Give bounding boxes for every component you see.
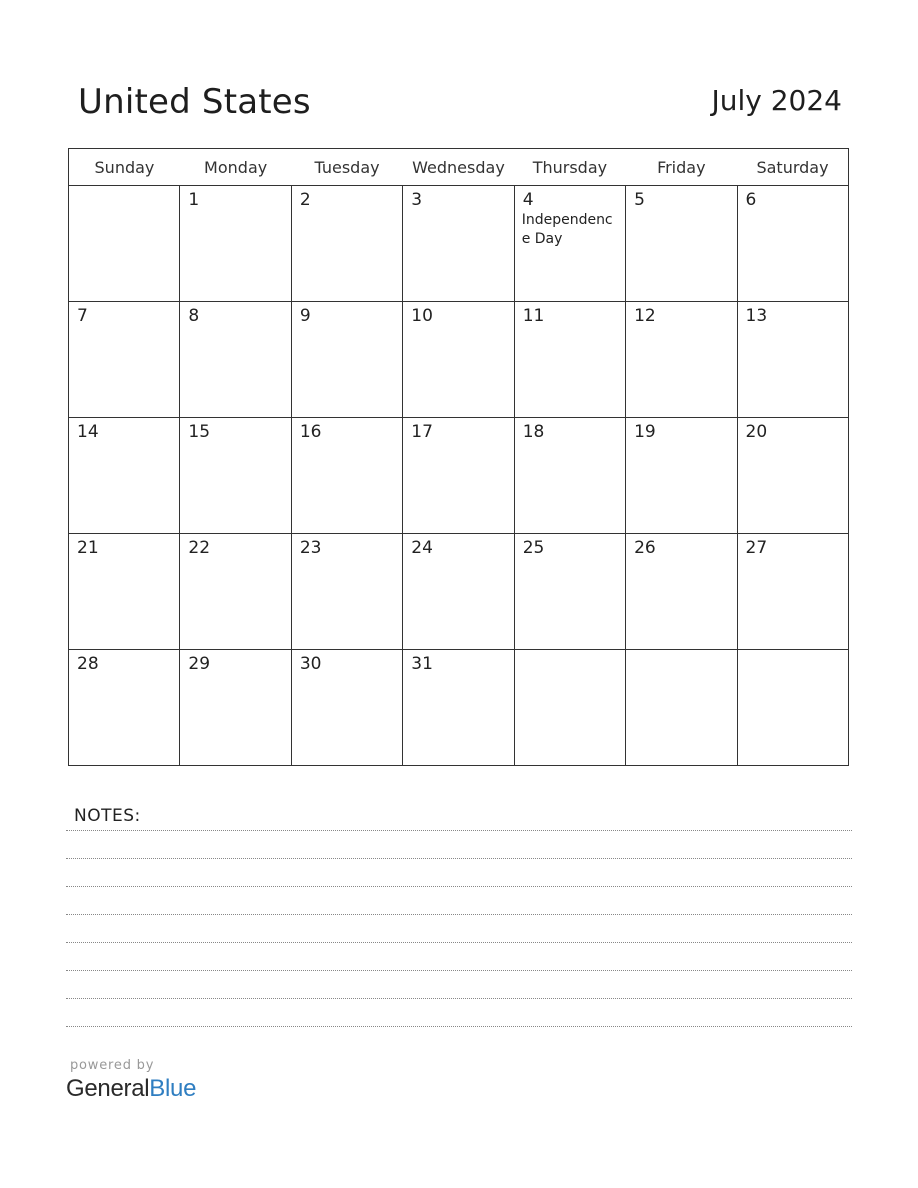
- note-line[interactable]: [66, 970, 852, 971]
- week-row: [69, 186, 849, 302]
- empty-day-cell: [626, 650, 737, 766]
- note-line[interactable]: [66, 998, 852, 999]
- day-number: 22: [188, 538, 211, 558]
- week-row: [69, 418, 849, 534]
- day-number: 13: [745, 306, 768, 326]
- empty-day-cell: [737, 650, 848, 766]
- day-number: 27: [745, 538, 768, 558]
- day-number: 24: [411, 538, 433, 558]
- day-number: 20: [745, 422, 768, 442]
- day-number: 11: [522, 306, 545, 326]
- day-cell[interactable]: [737, 186, 848, 302]
- day-number: 17: [411, 422, 433, 442]
- weekday-header: Sunday: [69, 149, 180, 186]
- day-cell[interactable]: [626, 186, 737, 302]
- day-cell[interactable]: [403, 418, 514, 534]
- day-number: 23: [299, 538, 322, 558]
- day-number: 26: [634, 538, 656, 558]
- weekday-header: Saturday: [737, 149, 848, 186]
- brand-logo[interactable]: [66, 1075, 196, 1103]
- day-number: 3: [411, 190, 423, 210]
- day-cell[interactable]: [69, 650, 180, 766]
- week-row: [69, 302, 849, 418]
- weekday-header: Tuesday: [291, 149, 402, 186]
- day-cell[interactable]: [514, 534, 625, 650]
- day-cell[interactable]: [291, 186, 402, 302]
- weekday-header: Monday: [180, 149, 291, 186]
- day-cell[interactable]: [69, 302, 180, 418]
- day-cell[interactable]: [180, 650, 291, 766]
- day-number: 18: [522, 422, 545, 442]
- day-number: 21: [77, 538, 99, 558]
- day-cell[interactable]: [626, 302, 737, 418]
- holiday-label: Independence Day: [521, 212, 613, 247]
- day-cell[interactable]: [626, 418, 737, 534]
- day-number: 30: [299, 654, 322, 674]
- note-line[interactable]: [66, 830, 852, 831]
- day-number: 16: [299, 422, 322, 442]
- note-line[interactable]: [66, 914, 852, 915]
- day-number: 6: [745, 190, 757, 210]
- notes-label: NOTES:: [74, 806, 141, 826]
- day-number: 9: [299, 306, 311, 326]
- day-cell[interactable]: [403, 650, 514, 766]
- day-cell[interactable]: [69, 534, 180, 650]
- brand-logo-part2: Blue: [149, 1075, 197, 1102]
- day-cell[interactable]: [291, 650, 402, 766]
- day-cell[interactable]: [403, 186, 514, 302]
- day-cell[interactable]: [403, 534, 514, 650]
- day-number: 12: [634, 306, 656, 326]
- note-line[interactable]: [66, 1026, 852, 1027]
- day-cell[interactable]: [291, 534, 402, 650]
- day-number: 15: [188, 422, 211, 442]
- day-cell[interactable]: [180, 186, 291, 302]
- day-cell[interactable]: [180, 418, 291, 534]
- page-title: United States: [78, 82, 311, 122]
- day-cell[interactable]: [737, 418, 848, 534]
- day-cell[interactable]: [180, 534, 291, 650]
- note-line[interactable]: [66, 886, 852, 887]
- day-number: 2: [299, 190, 311, 210]
- day-number: 5: [634, 190, 645, 210]
- day-cell[interactable]: [403, 302, 514, 418]
- day-number: 8: [188, 306, 200, 326]
- week-row: [69, 650, 849, 766]
- day-cell[interactable]: [514, 186, 625, 302]
- calendar-grid: [68, 148, 849, 766]
- note-line[interactable]: [66, 858, 852, 859]
- day-number: 7: [77, 306, 88, 326]
- powered-by-text: powered by: [70, 1058, 155, 1073]
- day-number: 29: [188, 654, 211, 674]
- day-number: 25: [522, 538, 545, 558]
- day-cell[interactable]: [737, 302, 848, 418]
- day-number: 4: [522, 190, 534, 210]
- week-row: [69, 534, 849, 650]
- day-cell[interactable]: [514, 302, 625, 418]
- day-cell[interactable]: [291, 302, 402, 418]
- day-cell[interactable]: [291, 418, 402, 534]
- day-cell[interactable]: [626, 534, 737, 650]
- month-label: July 2024: [711, 84, 842, 117]
- day-number: 31: [411, 654, 433, 674]
- day-cell[interactable]: [737, 534, 848, 650]
- day-number: 1: [188, 190, 200, 210]
- day-number: 14: [77, 422, 99, 442]
- note-line[interactable]: [66, 942, 852, 943]
- weekday-header: Friday: [626, 149, 737, 186]
- day-cell[interactable]: [514, 418, 625, 534]
- day-number: 10: [411, 306, 433, 326]
- brand-logo-part1: General: [66, 1075, 150, 1102]
- weekday-header-row: [69, 149, 849, 186]
- day-cell[interactable]: [69, 418, 180, 534]
- empty-day-cell: [69, 186, 180, 302]
- empty-day-cell: [514, 650, 625, 766]
- weekday-header: Thursday: [514, 149, 625, 186]
- day-number: 28: [77, 654, 99, 674]
- day-cell[interactable]: [180, 302, 291, 418]
- day-number: 19: [634, 422, 656, 442]
- weekday-header: Wednesday: [403, 149, 514, 186]
